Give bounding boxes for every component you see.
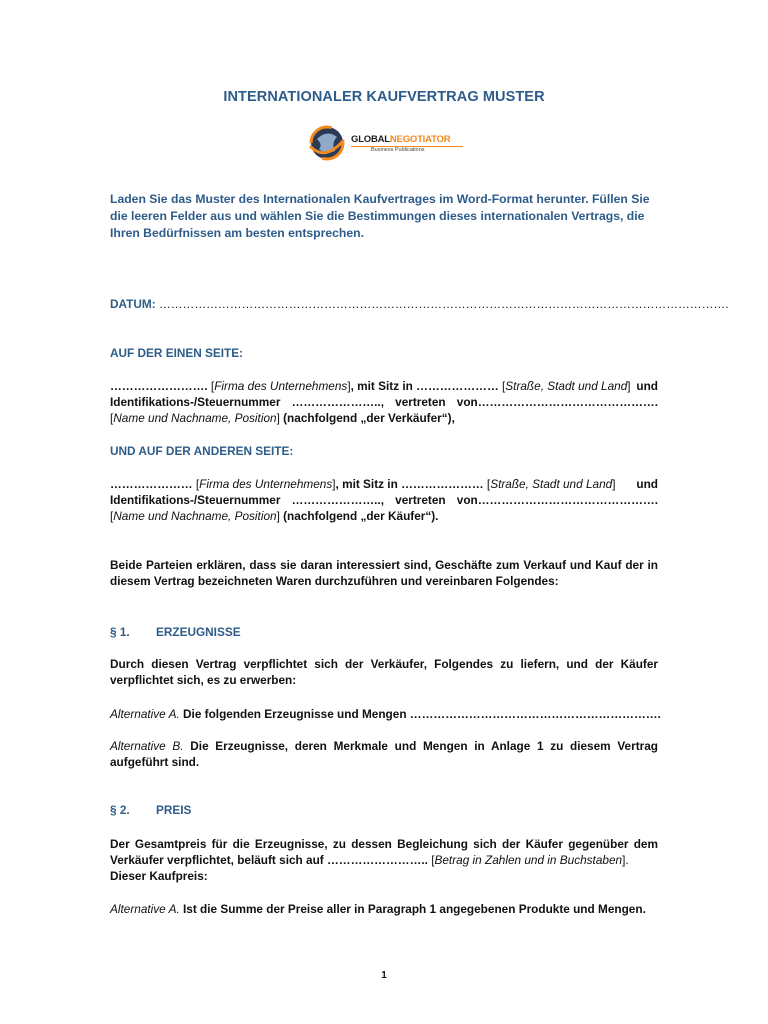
party1-line1: ……………………. [Firma des Unternehmens], mit Sitz in ………………… [Straße, Stadt und Land] und (110, 379, 658, 393)
party1-line2: Identifikations-/Steuernummer ………………….., vertreten von………………………………………. (110, 395, 658, 409)
section1-text: Durch diesen Vertrag verpflichtet sich der Verkäufer, Folgendes zu liefern, und der Käufer verpflichtet sich, es zu erwerben: (110, 657, 658, 687)
section2-alt-a: Alternative A. Ist die Summe der Preise aller in Paragraph 1 angegebenen Produkte und Mengen. (110, 902, 646, 916)
datum-label: DATUM: (110, 297, 156, 311)
globalnegotiator-logo (305, 121, 465, 165)
section1-title: ERZEUGNISSE (156, 625, 241, 639)
document-title: INTERNATIONALER KAUFVERTRAG MUSTER (223, 89, 545, 105)
page-number: 1 (381, 970, 387, 981)
datum-blank: ………………………………………………………………………………………………………………………………. (158, 297, 729, 311)
parties-statement: Beide Parteien erklären, dass sie daran interessiert sind, Geschäfte zum Verkauf und Kauf der in diesem Vertrag bezeichneten Waren durchzuführen und vereinbaren Folgendes: (110, 558, 658, 588)
logo-wordmark: GLOBALNEGOTIATOR (351, 134, 451, 145)
section2-title: PREIS (156, 803, 192, 817)
party2-line3: [Name und Nachname, Position] (nachfolgend „der Käufer“). (110, 509, 439, 523)
party1-heading: AUF DER EINEN SEITE: (110, 346, 244, 360)
party1-line3: [Name und Nachname, Position] (nachfolgend „der Verkäufer“), (110, 411, 455, 425)
section1-heading (110, 625, 241, 639)
party2-line1: ………………… [Firma des Unternehmens], mit Sitz in ………………… [Straße, Stadt und Land] und (110, 477, 658, 491)
section1-number: § 1. (110, 625, 130, 639)
section2-text: Der Gesamtpreis für die Erzeugnisse, zu dessen Begleichung sich der Käufer gegenüber dem Verkäufer verpflichtet, beläuft sich auf …………………….. [Betrag in Zahlen und in Buchstaben]. Dieser Kaufpreis: (110, 837, 658, 883)
party2-line2: Identifikations-/Steuernummer ………………….., vertreten von………………………………………. (110, 493, 658, 507)
party2-heading: UND AUF DER ANDEREN SEITE: (110, 444, 294, 458)
section2-number: § 2. (110, 803, 130, 817)
section2-heading (110, 803, 191, 817)
globe-logo-icon (305, 121, 349, 165)
datum-line (110, 296, 729, 312)
section1-alt-a: Alternative A. Die folgenden Erzeugnisse und Mengen ………………………………………………………. (110, 707, 661, 721)
logo-tagline: Business Publications (371, 147, 425, 153)
section1-alt-b: Alternative B. Die Erzeugnisse, deren Merkmale und Mengen in Anlage 1 zu diesem Vertrag aufgeführt sind. (110, 739, 658, 769)
intro-paragraph: Laden Sie das Muster des Internationalen Kaufvertrages im Word-Format herunter. Füllen Sie die leeren Felder aus und wählen Sie die Bestimmungen dieses internationalen Vertrags, die Ihren Bedürfnissen am besten entsprechen. (110, 192, 650, 241)
